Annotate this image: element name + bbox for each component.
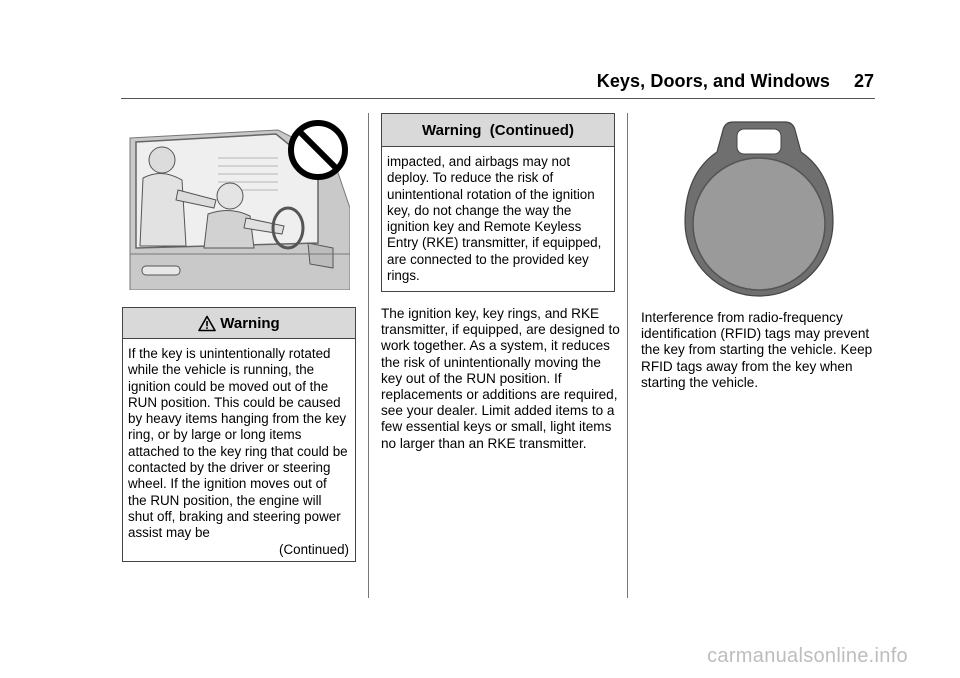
warning-title: Warning [220, 314, 280, 332]
warning-header [123, 308, 355, 339]
warning-triangle-icon [198, 315, 216, 332]
warning-text: If the key is unintentionally rotated while the vehicle is running, the ignition could be moved out of the RUN position. This could be caused by heavy items hanging from the key ring, or by large or long items attached to the key ring that could be contacted by the driver or steering wheel. If the ignition moves out of the RUN position, the engine will shut off, braking and steering power assist may be [128, 346, 348, 541]
rfid-key-fob-image [683, 118, 835, 298]
footer-watermark: carmanualsonline.info [707, 645, 908, 667]
header-rule [121, 98, 875, 99]
child-in-car-illustration [128, 118, 350, 290]
column-divider-left [368, 113, 369, 598]
rfid-paragraph: Interference from radio-frequency identification (RFID) tags may prevent the key from starting the vehicle. Keep RFID tags away from the key when starting the vehicle. [641, 310, 873, 390]
continued-label: (Continued) [279, 541, 349, 557]
column-divider-right [627, 113, 628, 598]
warning-box [122, 307, 356, 562]
warning-continued-text: impacted, and airbags may not deploy. To reduce the risk of unintentional rotation of the ignition key, do not change the way the ignition key and Remote Keyless Entry (RKE) transmitter, if equipped, are connected to the provided key rings. [387, 154, 602, 284]
warning-continued-title: Warning (Continued) [422, 121, 574, 139]
warning-continued-header [382, 114, 614, 147]
section-title: Keys, Doors, and Windows [596, 71, 830, 91]
warning-continued-box [381, 113, 615, 292]
key-rings-paragraph: The ignition key, key rings, and RKE transmitter, if equipped, are designed to work together. As a system, it reduces the risk of unintentionally moving the key out of the RUN position. If replacements or additions are required, see your dealer. Limit added items to a few essential keys or small, light items no larger than an RKE transmitter. [381, 306, 620, 451]
page-number: 27 [853, 71, 874, 91]
prohibition-icon [291, 123, 345, 177]
